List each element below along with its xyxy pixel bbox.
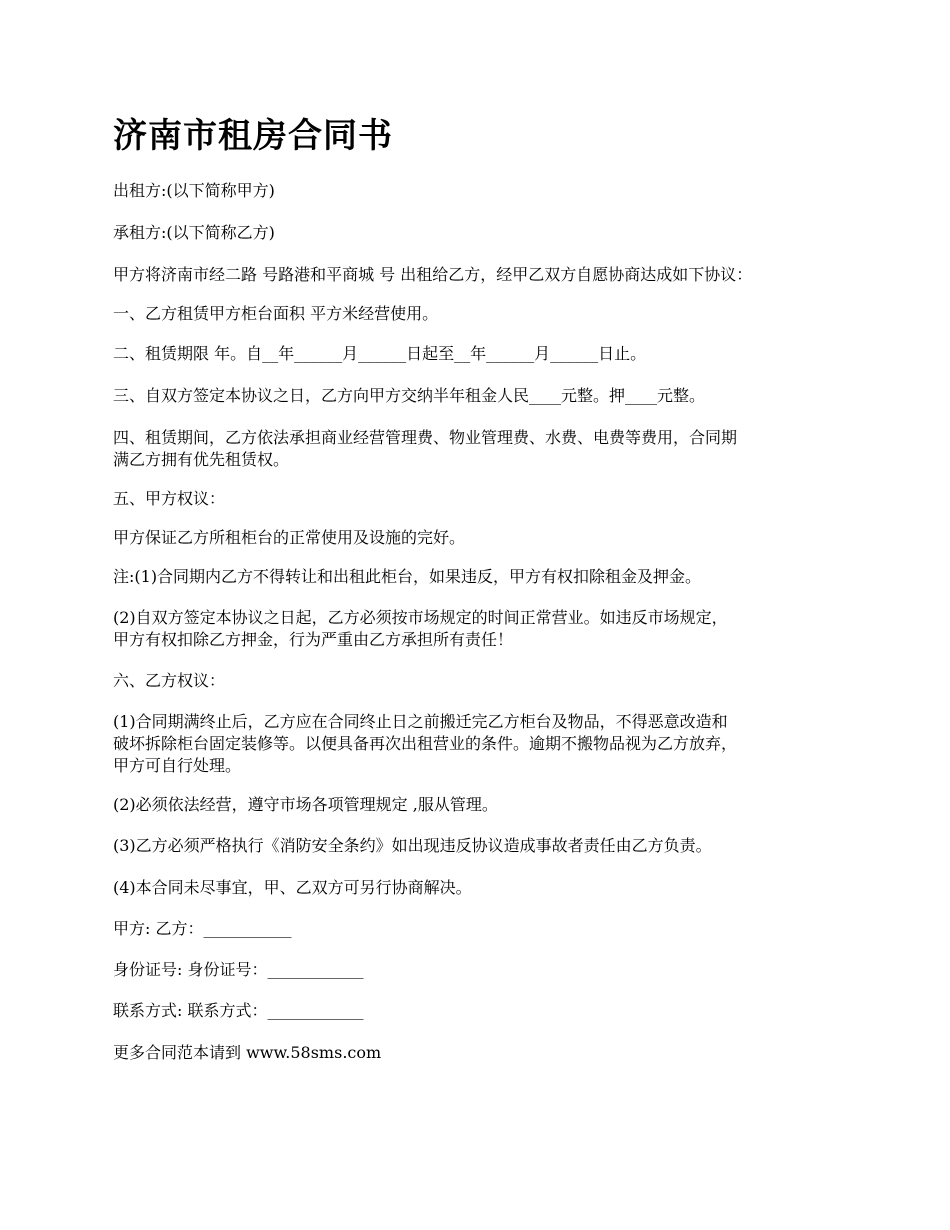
text-line: (2)自双方签定本协议之日起，乙方必须按市场规定的时间正常营业。如违反市场规定， bbox=[113, 608, 728, 627]
text-line: 甲方保证乙方所租柜台的正常使用及设施的完好。 bbox=[113, 528, 466, 547]
text-line: 六、乙方权议： bbox=[113, 671, 226, 690]
footer-link-text bbox=[113, 1042, 853, 1064]
paragraph-lessee bbox=[113, 222, 853, 244]
text-line: 甲方有权扣除乙方押金，行为严重由乙方承担所有责任！ bbox=[113, 630, 514, 649]
text-line: 出租方:(以下简称甲方) bbox=[113, 181, 275, 200]
text-line: 满乙方拥有优先租赁权。 bbox=[113, 450, 290, 469]
text-line: 三、自双方签定本协议之日，乙方向甲方交纳半年租金人民____元整。押____元整。 bbox=[113, 386, 706, 405]
text-line: 四、租赁期间，乙方依法承担商业经营管理费、物业管理费、水费、电费等费用，合同期 bbox=[113, 428, 738, 447]
text-line: 注:(1)合同期内乙方不得转让和出租此柜台，如果违反，甲方有权扣除租金及押金。 bbox=[113, 567, 702, 586]
text-line: 二、租赁期限 年。自__年______月______日起至__年______月______日止。 bbox=[113, 344, 647, 363]
signature-id-line bbox=[113, 959, 853, 981]
text-line: 承租方:(以下简称乙方) bbox=[113, 223, 275, 242]
paragraph-note-1 bbox=[113, 566, 853, 588]
paragraph-lessor bbox=[113, 180, 853, 202]
paragraph-clause-4 bbox=[113, 427, 853, 471]
text-line: 身份证号: 身份证号：____________ bbox=[113, 960, 364, 979]
text-line: (4)本合同未尽事宜，甲、乙双方可另行协商解决。 bbox=[113, 878, 472, 897]
paragraph-clause-1 bbox=[113, 303, 853, 325]
text-line: 甲方可自行处理。 bbox=[113, 756, 242, 775]
paragraph-lessee-duty-3 bbox=[113, 835, 853, 857]
text-line: 更多合同范本请到 www.58sms.com bbox=[113, 1043, 382, 1062]
text-line: (3)乙方必须严格执行《消防安全条约》如出现违反协议造成事故者责任由乙方负责。 bbox=[113, 836, 712, 855]
paragraph-lessee-duty-4 bbox=[113, 877, 853, 899]
paragraph-clause-3 bbox=[113, 385, 853, 407]
paragraph-clause-6 bbox=[113, 670, 853, 692]
text-line: (2)必须依法经营，遵守市场各项管理规定 ,服从管理。 bbox=[113, 795, 498, 814]
paragraph-lessor-guarantee bbox=[113, 527, 853, 549]
paragraph-clause-2 bbox=[113, 343, 853, 365]
text-line: 五、甲方权议： bbox=[113, 489, 226, 508]
text-line: 一、乙方租赁甲方柜台面积 平方米经营使用。 bbox=[113, 304, 439, 323]
text-line: 甲方: 乙方：___________ bbox=[113, 919, 292, 938]
paragraph-lessee-duty-1 bbox=[113, 711, 853, 777]
paragraph-note-2 bbox=[113, 607, 853, 651]
signature-party-line bbox=[113, 918, 853, 940]
text-line: 联系方式: 联系方式：____________ bbox=[113, 1001, 364, 1020]
text-line: 破坏拆除柜台固定装修等。以便具备再次出租营业的条件。逾期不搬物品视为乙方放弃， bbox=[113, 734, 738, 753]
paragraph-clause-5 bbox=[113, 488, 853, 510]
paragraph-lessee-duty-2 bbox=[113, 794, 853, 816]
signature-contact-line bbox=[113, 1000, 853, 1022]
paragraph-intro bbox=[113, 264, 853, 286]
document-title: 济南市租房合同书 bbox=[113, 116, 393, 156]
text-line: 甲方将济南市经二路 号路港和平商城 号 出租给乙方，经甲乙双方自愿协商达成如下协议： bbox=[113, 265, 753, 284]
text-line: (1)合同期满终止后，乙方应在合同终止日之前搬迁完乙方柜台及物品，不得恶意改造和 bbox=[113, 712, 728, 731]
